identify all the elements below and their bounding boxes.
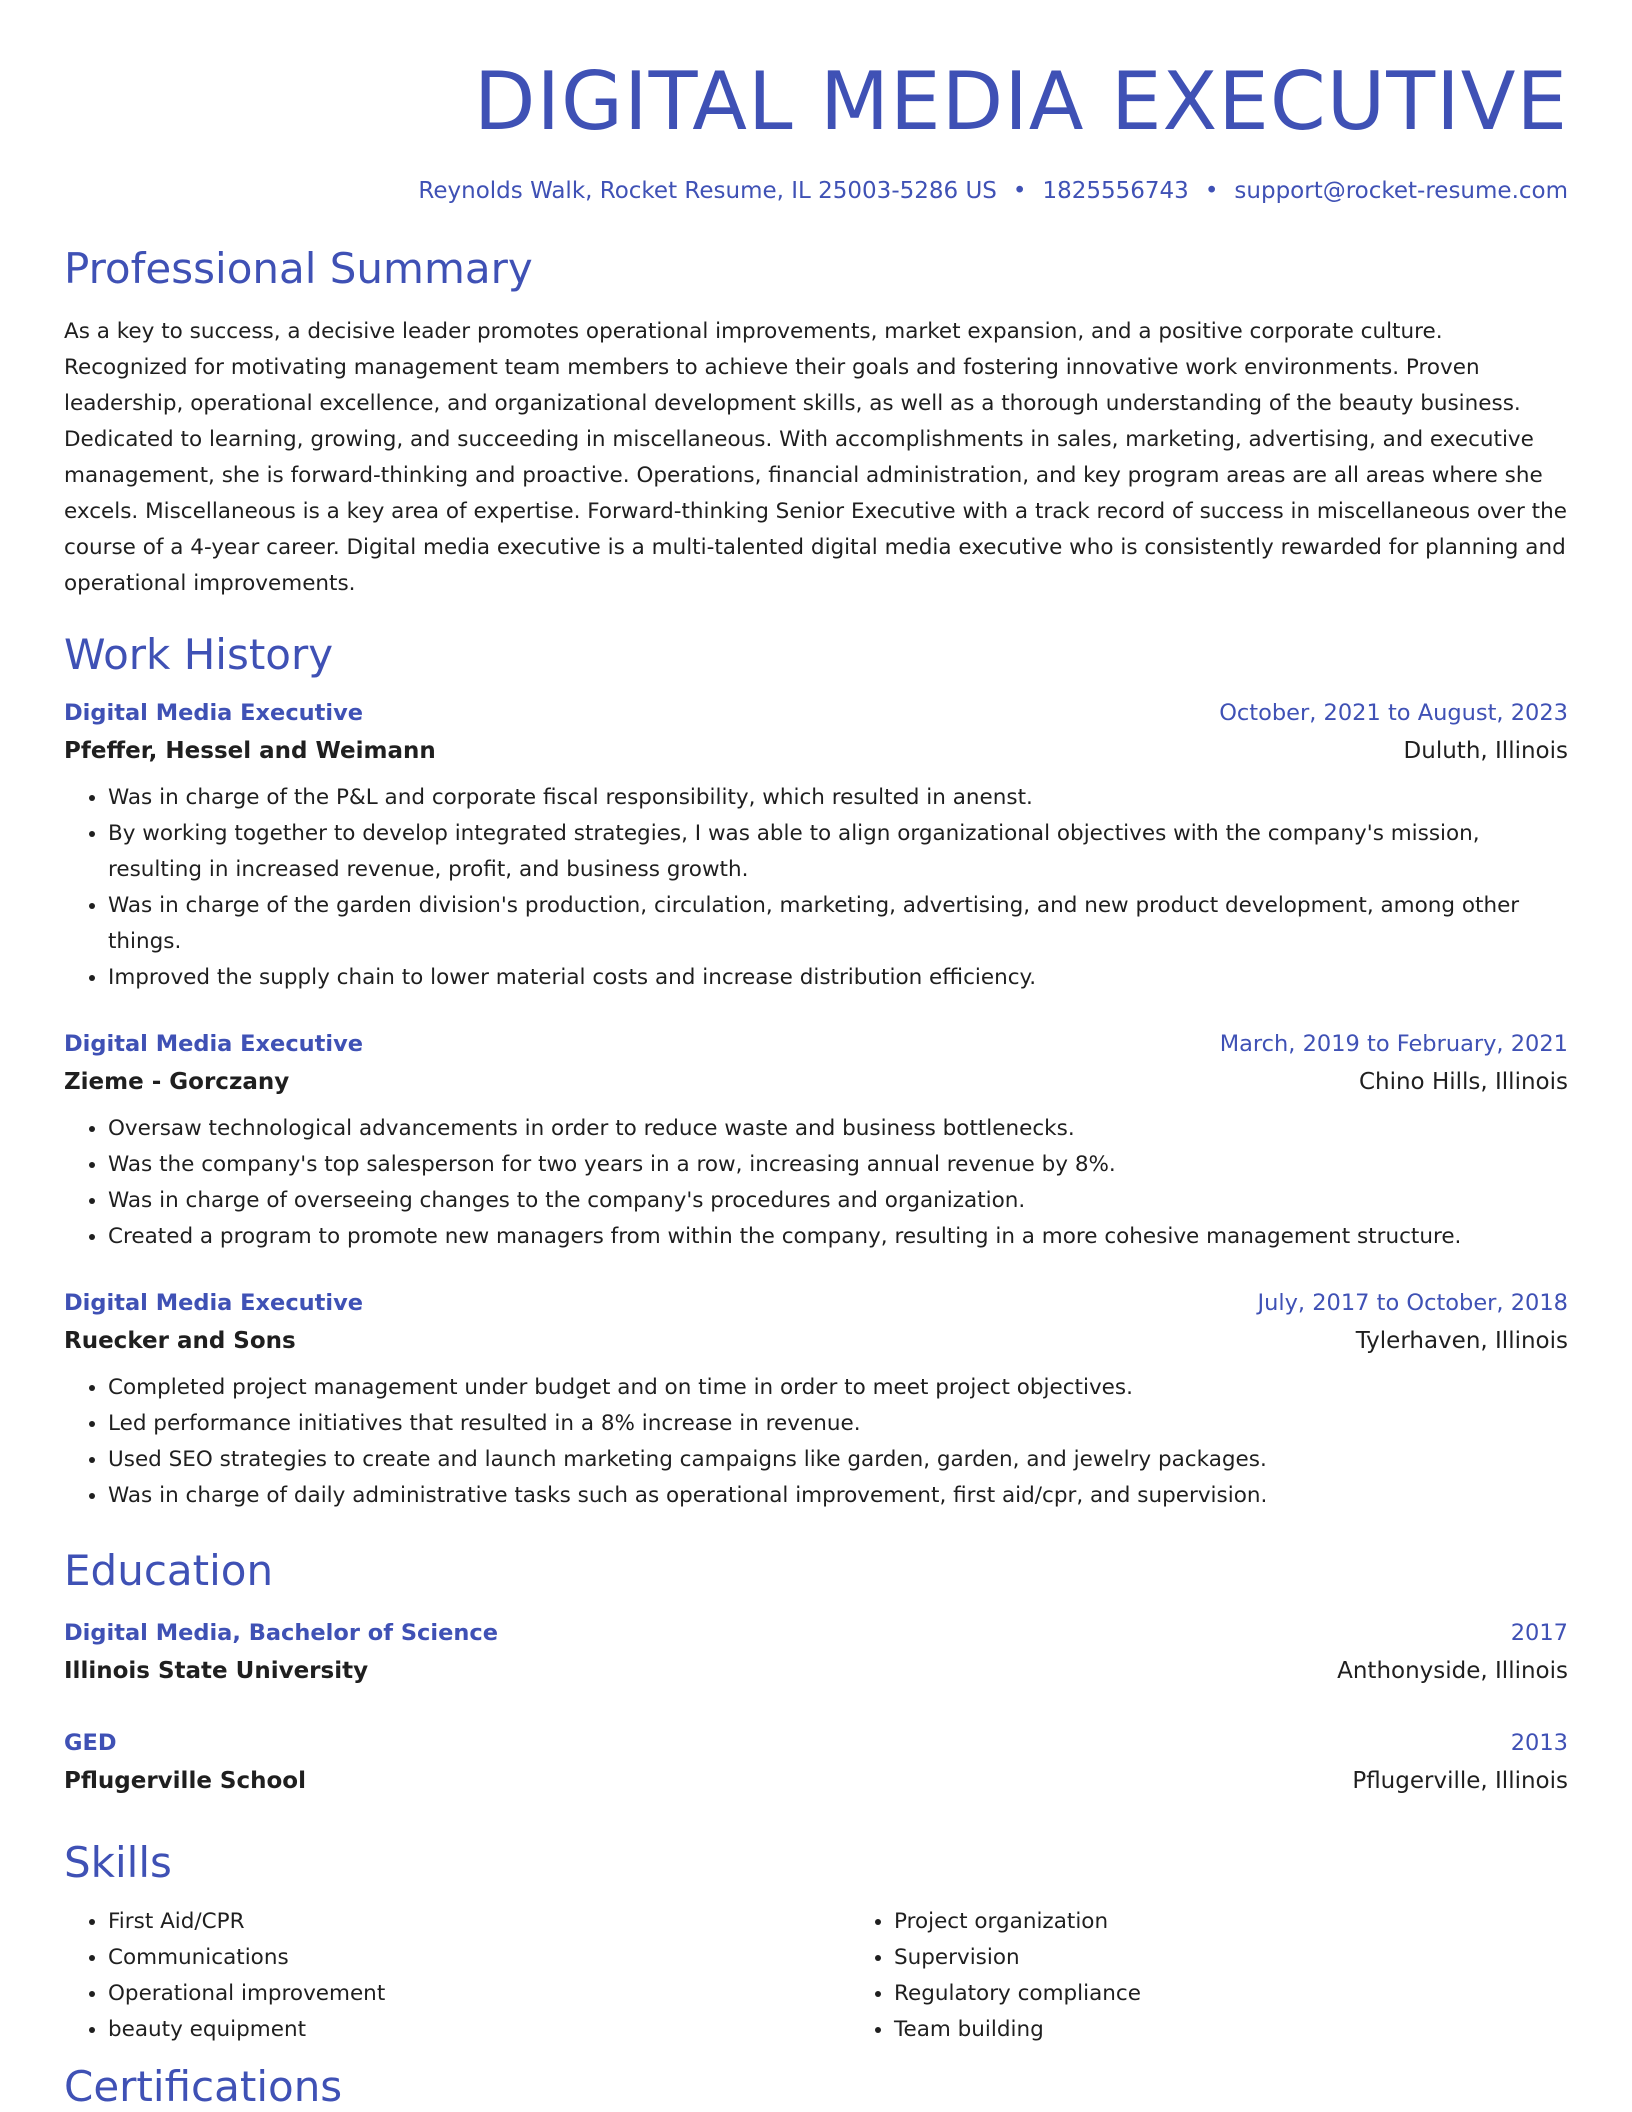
- work-entry-header: [64, 1029, 1568, 1059]
- job-bullet: • Was the company's top salesperson for two years in a row, increasing annual revenue by 8%.: [108, 1147, 1568, 1183]
- job-dates: October, 2021 to August, 2023: [1219, 699, 1568, 726]
- job-company: Ruecker and Sons: [64, 1327, 296, 1354]
- job-bullet: • Was in charge of overseeing changes to the company's procedures and organization.: [108, 1183, 1568, 1219]
- job-dates: July, 2017 to October, 2018: [1257, 1289, 1568, 1316]
- work-entry-header: [64, 1288, 1568, 1318]
- resume-name-heading: DIGITAL MEDIA EXECUTIVE: [473, 55, 1568, 148]
- education-year: 2017: [1510, 1620, 1568, 1647]
- job-company: Zieme - Gorczany: [64, 1068, 290, 1095]
- job-bullet: • Oversaw technological advancements in order to reduce waste and business bottlenecks.: [108, 1111, 1568, 1147]
- education-location: Pflugerville, Illinois: [1352, 1768, 1568, 1795]
- job-bullet: • Led performance initiatives that resulted in a 8% increase in revenue.: [108, 1406, 1568, 1442]
- contact-phone[interactable]: 1825556743: [1042, 178, 1189, 204]
- job-bullet: • Was in charge of the garden division's production, circulation, marketing, advertising, and new product development, among other things.: [108, 888, 1568, 960]
- work-entry: [64, 1288, 1568, 1514]
- skill-item: • Operational improvement: [108, 1976, 850, 2012]
- job-role: Digital Media Executive: [64, 699, 364, 726]
- work-entry-subheader: [64, 1067, 1568, 1097]
- contact-address: Reynolds Walk, Rocket Resume, IL 25003-5286 US: [418, 178, 997, 204]
- skill-item: • Regulatory compliance: [894, 1976, 1632, 2012]
- education-entry: [64, 1618, 1568, 1686]
- education-entry-subheader: [64, 1766, 1568, 1796]
- job-company: Pfeffer, Hessel and Weimann: [64, 737, 436, 764]
- contact-email[interactable]: support@rocket-resume.com: [1234, 178, 1568, 204]
- education-location: Anthonyside, Illinois: [1337, 1658, 1568, 1685]
- job-role: Digital Media Executive: [64, 1030, 364, 1057]
- work-entry-subheader: [64, 1326, 1568, 1356]
- work-history-section-title: Work History: [64, 629, 334, 679]
- job-bullet: • Was in charge of the P&L and corporate fiscal responsibility, which resulted in anenst.: [108, 780, 1568, 816]
- job-bullet: • By working together to develop integrated strategies, I was able to align organizational objectives with the company's mission, resulting in increased revenue, profit, and business growth.: [108, 816, 1568, 888]
- skill-item: • beauty equipment: [108, 2012, 850, 2048]
- work-entry-subheader: [64, 736, 1568, 766]
- summary-text: As a key to success, a decisive leader promotes operational improvements, market expansion, and a positive corporate culture. Recognized for motivating management team members to achieve their goals and fostering innovative work environments. Proven leadership, operational excellence, and organizational development skills, as well as a thorough understanding of the beauty business. Dedicated to learning, growing, and succeeding in miscellaneous. With accomplishments in sales, marketing, advertising, and executive management, she is forward-thinking and proactive. Operations, financial administration, and key program areas are all areas where she excels. Miscellaneous is a key area of expertise. Forward-thinking Senior Executive with a track record of success in miscellaneous over the course of a 4-year career. Digital media executive is a multi-talented digital media executive who is consistently rewarded for planning and operational improvements.: [64, 318, 1567, 596]
- education-school: Pflugerville School: [64, 1768, 306, 1795]
- skills-list-right: [850, 1904, 1632, 2048]
- education-entry: [64, 1728, 1568, 1796]
- education-school: Illinois State University: [64, 1658, 369, 1685]
- skill-item: • First Aid/CPR: [108, 1904, 850, 1940]
- work-entry: [64, 698, 1568, 996]
- contact-line: [64, 178, 1568, 206]
- job-bullet: • Improved the supply chain to lower material costs and increase distribution efficiency.: [108, 960, 1568, 996]
- summary-section-title: Professional Summary: [64, 243, 533, 293]
- education-entry-subheader: [64, 1656, 1568, 1686]
- job-bullets: [64, 1370, 1568, 1514]
- skill-item: • Communications: [108, 1940, 850, 1976]
- job-role: Digital Media Executive: [64, 1289, 364, 1316]
- skill-item: • Team building: [894, 2012, 1632, 2048]
- contact-separator: •: [1204, 178, 1219, 204]
- job-location: Duluth, Illinois: [1403, 737, 1568, 764]
- education-degree: Digital Media, Bachelor of Science: [64, 1620, 498, 1647]
- contact-separator: •: [1012, 178, 1027, 204]
- education-entry-header: [64, 1618, 1568, 1648]
- skill-item: • Project organization: [894, 1904, 1632, 1940]
- job-location: Chino Hills, Illinois: [1358, 1068, 1568, 1095]
- education-entry-header: [64, 1728, 1568, 1758]
- skill-item: • Supervision: [894, 1940, 1632, 1976]
- job-bullet: • Completed project management under budget and on time in order to meet project objectives.: [108, 1370, 1568, 1406]
- education-section-title: Education: [64, 1545, 274, 1595]
- job-bullets: [64, 780, 1568, 996]
- job-location: Tylerhaven, Illinois: [1355, 1327, 1568, 1354]
- certifications-section-title: Certifications: [64, 2062, 343, 2112]
- work-entry-header: [64, 698, 1568, 728]
- work-entry: [64, 1029, 1568, 1255]
- job-bullets: [64, 1111, 1568, 1255]
- skills-grid: [64, 1904, 1568, 2048]
- education-year: 2013: [1510, 1730, 1568, 1757]
- education-degree: GED: [64, 1730, 117, 1757]
- skills-list-left: [64, 1904, 850, 2048]
- job-bullet: • Was in charge of daily administrative tasks such as operational improvement, first aid/cpr, and supervision.: [108, 1478, 1568, 1514]
- job-bullet: • Used SEO strategies to create and launch marketing campaigns like garden, garden, and jewelry packages.: [108, 1442, 1568, 1478]
- job-dates: March, 2019 to February, 2021: [1219, 1030, 1568, 1057]
- job-bullet: • Created a program to promote new managers from within the company, resulting in a more cohesive management structure.: [108, 1219, 1568, 1255]
- resume-page: [64, 0, 1568, 2111]
- skills-section-title: Skills: [64, 1838, 172, 1888]
